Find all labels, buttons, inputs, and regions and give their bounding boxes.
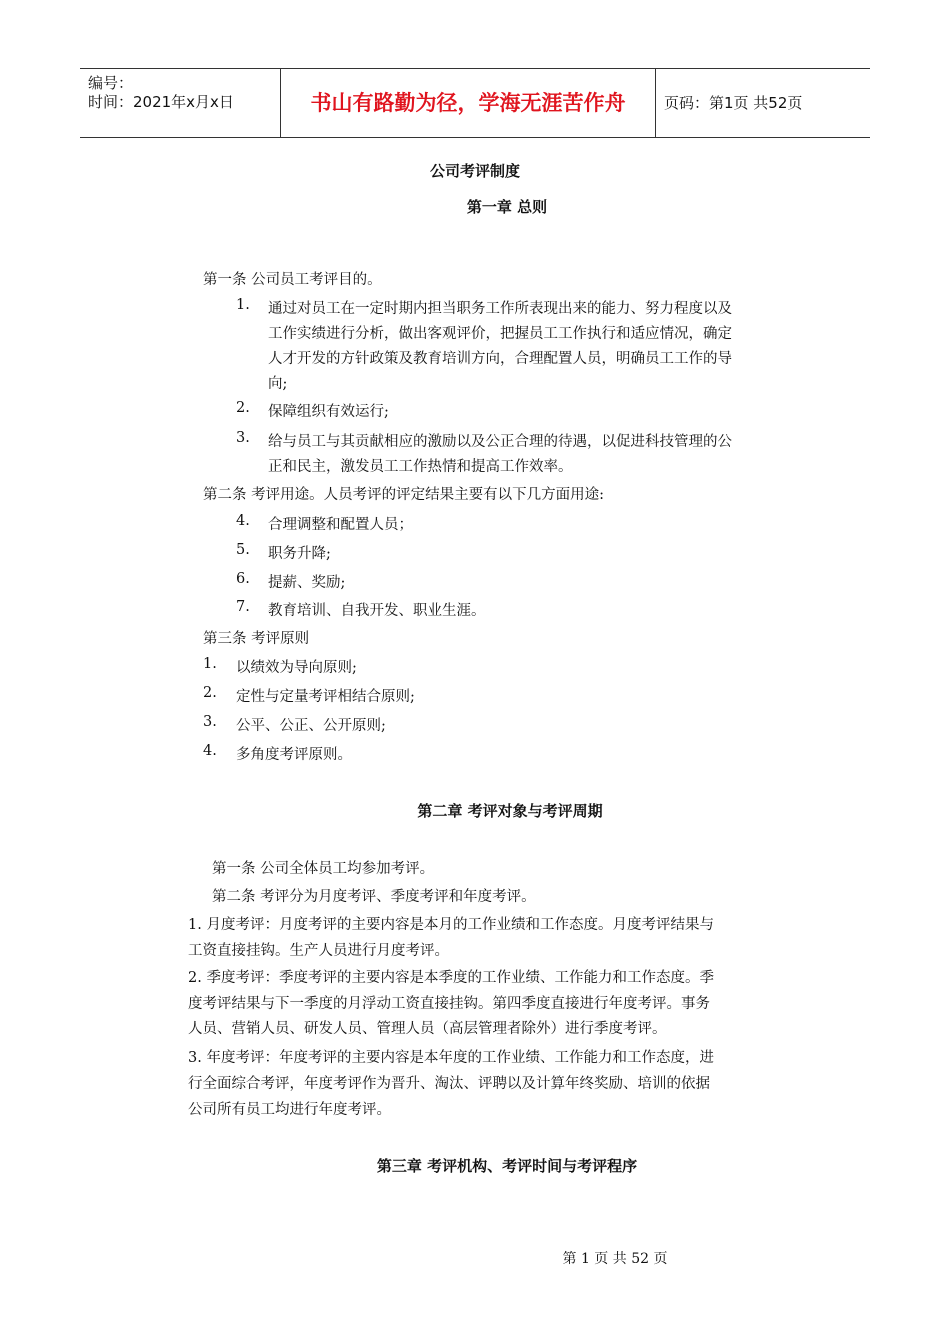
ch1-art2-item2-num: 5. xyxy=(236,542,250,558)
ch2-annual-line2: 行全面综合考评，年度考评作为晋升、淘汰、评聘以及计算年终奖励、培训的依据 xyxy=(188,1076,710,1092)
page-header-table xyxy=(80,68,870,138)
ch1-art1-item1-line2: 工作实绩进行分析，做出客观评价，把握员工工作执行和适应情况，确定 xyxy=(268,326,732,342)
ch1-art3-item2-num: 2. xyxy=(203,685,217,701)
chapter3-heading: 第三章 考评机构、考评时间与考评程序 xyxy=(376,1157,638,1175)
ch1-art2-item1-num: 4. xyxy=(236,513,250,529)
page-footer: 第 1 页 共 52 页 xyxy=(562,1251,668,1267)
ch1-art1-item3-num: 3. xyxy=(236,430,250,446)
ch1-art2-item3: 提薪、奖励; xyxy=(268,575,346,591)
ch2-annual-line3: 公司所有员工均进行年度考评。 xyxy=(188,1102,391,1118)
ch1-art3-item1: 以绩效为导向原则; xyxy=(236,660,357,676)
ch1-art2-item4: 教育培训、自我开发、职业生涯。 xyxy=(268,603,486,619)
ch1-art1-item2-num: 2. xyxy=(236,400,250,416)
ch2-annual-line1: 3. 年度考评：年度考评的主要内容是本年度的工作业绩、工作能力和工作态度，进 xyxy=(188,1050,714,1066)
ch1-art2-item4-num: 7. xyxy=(236,599,250,615)
ch2-art2: 第二条 考评分为月度考评、季度考评和年度考评。 xyxy=(212,889,536,905)
header-motto: 书山有路勤为径，学海无涯苦作舟 xyxy=(281,69,656,137)
ch1-art3-item4: 多角度考评原则。 xyxy=(236,747,352,763)
ch2-quarterly-line3: 人员、营销人员、研发人员、管理人员（高层管理者除外）进行季度考评。 xyxy=(188,1021,667,1037)
ch1-art1-item2-line1: 保障组织有效运行; xyxy=(268,404,389,420)
ch1-art1-item1-line4: 向; xyxy=(268,376,288,392)
ch1-art2-item3-num: 6. xyxy=(236,571,250,587)
ch1-art3-item2: 定性与定量考评相结合原则; xyxy=(236,689,415,705)
ch1-art3-title: 第三条 考评原则 xyxy=(203,631,310,647)
ch1-art2-item2: 职务升降; xyxy=(268,546,331,562)
document-title: 公司考评制度 xyxy=(429,162,520,180)
ch1-art3-item4-num: 4. xyxy=(203,743,217,759)
ch1-art1-item1-num: 1. xyxy=(236,297,250,313)
ch1-art3-item3: 公平、公正、公开原则; xyxy=(236,718,386,734)
ch2-art1: 第一条 公司全体员工均参加考评。 xyxy=(212,861,435,877)
ch1-art1-item1-line1: 通过对员工在一定时期内担当职务工作所表现出来的能力、努力程度以及 xyxy=(268,301,732,317)
chapter1-heading: 第一章 总则 xyxy=(466,198,548,216)
serial-label: 编号： xyxy=(88,74,134,92)
ch1-art2-title: 第二条 考评用途。人员考评的评定结果主要有以下几方面用途: xyxy=(203,487,604,503)
ch1-art1-title: 第一条 公司员工考评目的。 xyxy=(203,272,382,288)
ch1-art2-item1: 合理调整和配置人员； xyxy=(268,517,413,533)
ch2-monthly-line2: 工资直接挂钩。生产人员进行月度考评。 xyxy=(188,943,449,959)
chapter2-heading: 第二章 考评对象与考评周期 xyxy=(417,802,603,820)
ch1-art1-item3-line2: 正和民主，激发员工工作热情和提高工作效率。 xyxy=(268,459,573,475)
ch2-quarterly-line1: 2. 季度考评：季度考评的主要内容是本季度的工作业绩、工作能力和工作态度。季 xyxy=(188,970,714,986)
header-meta-cell xyxy=(80,69,281,137)
header-page-info: 页码：第1页 共52页 xyxy=(664,94,803,112)
ch1-art1-item1-line3: 人才开发的方针政策及教育培训方向，合理配置人员，明确员工工作的导 xyxy=(268,351,732,367)
date-line: 时间：2021年x月x日 xyxy=(88,93,234,111)
ch1-art1-item3-line1: 给与员工与其贡献相应的激励以及公正合理的待遇，以促进科技管理的公 xyxy=(268,434,732,450)
ch1-art3-item1-num: 1. xyxy=(203,656,217,672)
ch1-art3-item3-num: 3. xyxy=(203,714,217,730)
ch2-quarterly-line2: 度考评结果与下一季度的月浮动工资直接挂钩。第四季度直接进行年度考评。事务 xyxy=(188,996,710,1012)
ch2-monthly-line1: 1. 月度考评：月度考评的主要内容是本月的工作业绩和工作态度。月度考评结果与 xyxy=(188,917,714,933)
